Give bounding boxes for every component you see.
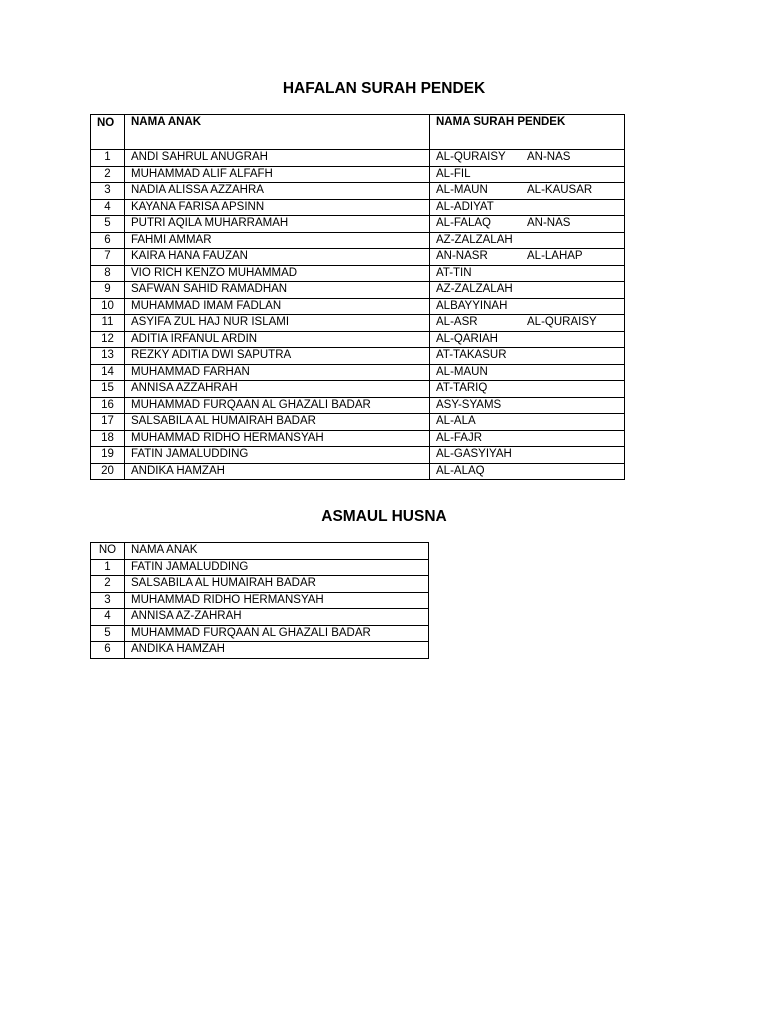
hafalan-table [90, 114, 625, 480]
row-number: 3 [91, 183, 125, 200]
row-number: 5 [91, 216, 125, 233]
row-number: 16 [91, 397, 125, 414]
table-row [91, 430, 625, 447]
child-name: ANDIKA HAMZAH [125, 642, 429, 659]
row-number: 15 [91, 381, 125, 398]
child-name: KAYANA FARISA APSINN [125, 199, 430, 216]
surah-name: AL-FIL [436, 167, 471, 180]
surah-name: AL-MAUN [436, 184, 488, 196]
child-name: ADITIA IRFANUL ARDIN [125, 331, 430, 348]
surah-cell [430, 298, 625, 315]
surah-name: AL-ASR [436, 316, 478, 328]
child-name: MUHAMMAD RIDHO HERMANSYAH [125, 430, 430, 447]
surah-cell [430, 232, 625, 249]
row-number: 2 [91, 166, 125, 183]
surah-name: AL-MAUN [436, 365, 488, 378]
table-row [91, 609, 429, 626]
row-number: 1 [91, 559, 125, 576]
child-name: VIO RICH KENZO MUHAMMAD [125, 265, 430, 282]
child-name: ANDI SAHRUL ANUGRAH [125, 150, 430, 167]
table-row [91, 625, 429, 642]
table-row [91, 397, 625, 414]
surah-cell [430, 331, 625, 348]
row-number: 13 [91, 348, 125, 365]
table-row [91, 232, 625, 249]
surah-name: ASY-SYAMS [436, 398, 502, 411]
table-row [91, 463, 625, 480]
table-row [91, 592, 429, 609]
surah-cell [430, 249, 625, 266]
surah-name-second: AL-QURAISY [527, 316, 597, 328]
table-row [91, 642, 429, 659]
header-no: NO [91, 543, 125, 560]
row-number: 6 [91, 232, 125, 249]
surah-cell [430, 166, 625, 183]
child-name: SALSABILA AL HUMAIRAH BADAR [125, 576, 429, 593]
table-row [91, 381, 625, 398]
table-row [91, 199, 625, 216]
child-name: SALSABILA AL HUMAIRAH BADAR [125, 414, 430, 431]
surah-cell [430, 397, 625, 414]
table-row [91, 576, 429, 593]
child-name: ANNISA AZZAHRAH [125, 381, 430, 398]
child-name: KAIRA HANA FAUZAN [125, 249, 430, 266]
surah-name: AT-TAKASUR [436, 349, 507, 361]
child-name: ANNISA AZ-ZAHRAH [125, 609, 429, 626]
row-number: 11 [91, 315, 125, 332]
surah-name: AT-TARIQ [436, 382, 488, 394]
row-number: 17 [91, 414, 125, 431]
surah-name: AZ-ZALZALAH [436, 283, 513, 295]
table-row [91, 331, 625, 348]
row-number: 14 [91, 364, 125, 381]
surah-name: AT-TIN [436, 266, 472, 279]
table-row [91, 447, 625, 464]
surah-name: AL-ADIYAT [436, 200, 494, 213]
table-header-row [91, 115, 625, 150]
header-no: NO [91, 115, 125, 150]
child-name: MUHAMMAD FURQAAN AL GHAZALI BADAR [125, 625, 429, 642]
table-row [91, 166, 625, 183]
row-number: 4 [91, 609, 125, 626]
surah-cell [430, 447, 625, 464]
surah-name: AL-QARIAH [436, 332, 498, 345]
surah-name: AL-QURAISY [436, 151, 506, 163]
asmaul-husna-title: ASMAUL HUSNA [321, 508, 447, 525]
surah-name: AL-GASYIYAH [436, 448, 512, 460]
child-name: MUHAMMAD RIDHO HERMANSYAH [125, 592, 429, 609]
row-number: 18 [91, 430, 125, 447]
surah-name: AL-FALAQ [436, 217, 491, 229]
table-row [91, 364, 625, 381]
row-number: 1 [91, 150, 125, 167]
surah-cell [430, 183, 625, 200]
hafalan-title: HAFALAN SURAH PENDEK [282, 80, 486, 97]
child-name: FATIN JAMALUDDING [125, 559, 429, 576]
row-number: 19 [91, 447, 125, 464]
asmaul-husna-table-body [91, 559, 429, 658]
table-header-row [91, 543, 429, 560]
surah-name: AZ-ZALZALAH [436, 233, 513, 246]
table-row [91, 282, 625, 299]
child-name: SAFWAN SAHID RAMADHAN [125, 282, 430, 299]
surah-cell [430, 282, 625, 299]
child-name: ASYIFA ZUL HAJ NUR ISLAMI [125, 315, 430, 332]
table-row [91, 216, 625, 233]
surah-cell [430, 265, 625, 282]
child-name: MUHAMMAD FURQAAN AL GHAZALI BADAR [125, 397, 430, 414]
child-name: MUHAMMAD FARHAN [125, 364, 430, 381]
table-row [91, 348, 625, 365]
header-nama-anak: NAMA ANAK [125, 543, 429, 560]
table-row [91, 249, 625, 266]
table-row [91, 298, 625, 315]
surah-name-second: AN-NAS [527, 217, 571, 229]
row-number: 3 [91, 592, 125, 609]
row-number: 10 [91, 298, 125, 315]
child-name: REZKY ADITIA DWI SAPUTRA [125, 348, 430, 365]
row-number: 12 [91, 331, 125, 348]
surah-cell [430, 348, 625, 365]
surah-name: ALBAYYINAH [436, 299, 508, 312]
row-number: 6 [91, 642, 125, 659]
surah-name-second: AL-KAUSAR [527, 184, 593, 196]
surah-cell [430, 315, 625, 332]
table-row [91, 315, 625, 332]
table-row [91, 559, 429, 576]
row-number: 4 [91, 199, 125, 216]
surah-cell [430, 364, 625, 381]
surah-name: AL-ALAQ [436, 464, 485, 477]
surah-cell [430, 414, 625, 431]
hafalan-table-body [91, 150, 625, 480]
header-nama-anak: NAMA ANAK [125, 115, 430, 150]
surah-name: AL-FAJR [436, 431, 483, 444]
table-row [91, 265, 625, 282]
asmaul-husna-table [90, 542, 429, 659]
surah-name: AN-NASR [436, 250, 488, 262]
surah-cell [430, 381, 625, 398]
surah-name-second: AN-NAS [527, 151, 571, 163]
child-name: PUTRI AQILA MUHARRAMAH [125, 216, 430, 233]
child-name: FAHMI AMMAR [125, 232, 430, 249]
surah-cell [430, 463, 625, 480]
child-name: FATIN JAMALUDDING [125, 447, 430, 464]
row-number: 8 [91, 265, 125, 282]
row-number: 2 [91, 576, 125, 593]
surah-cell [430, 150, 625, 167]
surah-name: AL-ALA [436, 415, 476, 427]
surah-cell [430, 430, 625, 447]
table-row [91, 150, 625, 167]
child-name: MUHAMMAD ALIF ALFAFH [125, 166, 430, 183]
child-name: MUHAMMAD IMAM FADLAN [125, 298, 430, 315]
surah-cell [430, 199, 625, 216]
row-number: 7 [91, 249, 125, 266]
row-number: 5 [91, 625, 125, 642]
surah-cell [430, 216, 625, 233]
child-name: NADIA ALISSA AZZAHRA [125, 183, 430, 200]
child-name: ANDIKA HAMZAH [125, 463, 430, 480]
header-nama-surah: NAMA SURAH PENDEK [430, 115, 625, 150]
table-row [91, 414, 625, 431]
surah-name-second: AL-LAHAP [527, 250, 583, 262]
row-number: 20 [91, 463, 125, 480]
row-number: 9 [91, 282, 125, 299]
table-row [91, 183, 625, 200]
